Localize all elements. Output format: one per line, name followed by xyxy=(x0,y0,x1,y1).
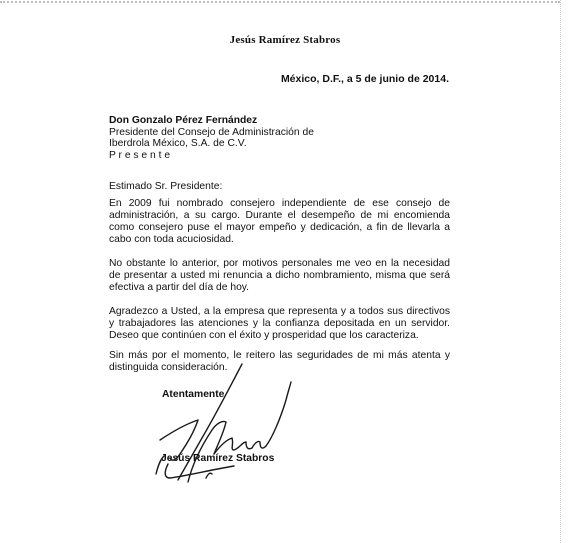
closing-text: Atentamente xyxy=(162,389,225,400)
recipient-presente: P r e s e n t e xyxy=(109,149,171,161)
letterhead-name: Jesús Ramírez Stabros xyxy=(229,34,341,46)
body-paragraph: No obstante lo anterior, por motivos personales me veo en la necesidad de presentar a usted mi renuncia a dicho nombramiento, misma que será efectiva a partir del día de hoy. xyxy=(109,258,450,293)
signature-name: Jesús Ramírez Stabros xyxy=(161,453,275,464)
body-paragraph: Sin más por el momento, le reitero las seguridades de mi más atenta y distinguida consideración. xyxy=(109,350,450,373)
handwritten-signature xyxy=(150,362,300,490)
recipient-name: Don Gonzalo Pérez Fernández xyxy=(109,115,258,126)
date-line: México, D.F., a 5 de junio de 2014. xyxy=(280,73,449,85)
greeting: Estimado Sr. Presidente: xyxy=(109,181,223,192)
body-paragraph: En 2009 fui nombrado consejero independiente de ese consejo de administración, a su cargo. Durante el desempeño de mi encomienda como consejero puse el mayor empeño y dedicación, a fin de llevarla a cabo con toda acuciosidad. xyxy=(109,198,450,245)
recipient-title: Presidente del Consejo de Administración de xyxy=(109,126,314,138)
body-paragraph: Agradezco a Usted, a la empresa que representa y a todos sus directivos y trabajadores las atenciones y la confianza depositada en un servidor. Deseo que continúen con el éxito y prosperidad que los caracteriza. xyxy=(109,306,450,341)
right-dotted-border xyxy=(560,0,561,543)
recipient-block xyxy=(109,115,449,161)
top-dotted-border xyxy=(0,1,560,3)
recipient-company: Iberdrola México, S.A. de C.V. xyxy=(109,138,247,150)
